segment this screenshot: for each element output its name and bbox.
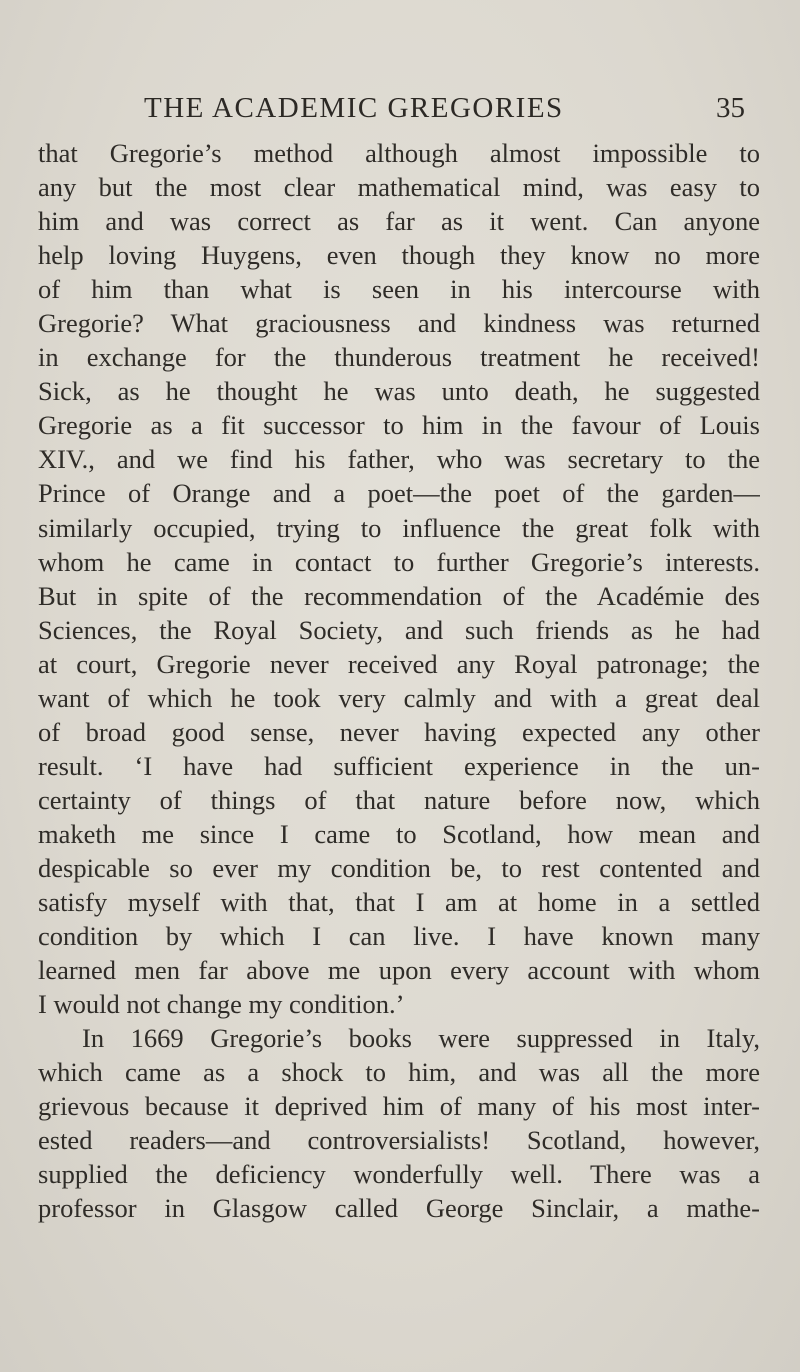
text-line: which came as a shock to him, and was all the more	[38, 1057, 760, 1088]
text-line: at court, Gregorie never received any Royal patronage; the	[38, 648, 760, 679]
text-line: Sick, as he thought he was unto death, he suggested	[38, 376, 760, 407]
text-line: any but the most clear mathematical mind, was easy to	[38, 172, 760, 203]
text-line: XIV., and we find his father, who was secretary to the	[38, 444, 760, 475]
text-line: grievous because it deprived him of many of his most inter-	[38, 1091, 760, 1122]
text-line: that Gregorie’s method although almost impossible to	[38, 138, 760, 168]
text-line: want of which he took very calmly and with a great deal	[38, 682, 760, 713]
text-line: of him than what is seen in his intercourse with	[38, 274, 760, 305]
text-line: But in spite of the recommendation of the Académie des	[38, 580, 760, 611]
page-number: 35	[716, 92, 745, 124]
text-line: maketh me since I came to Scotland, how mean and	[38, 818, 760, 849]
text-line: whom he came in contact to further Gregorie’s interests.	[38, 546, 760, 577]
running-head: THE ACADEMIC GREGORIES	[144, 92, 564, 124]
text-line: condition by which I can live. I have known many	[38, 921, 760, 952]
body-text	[38, 136, 760, 1226]
text-line: Gregorie? What graciousness and kindness was returned	[38, 308, 760, 339]
text-line: him and was correct as far as it went. Can anyone	[38, 206, 760, 237]
text-line: Sciences, the Royal Society, and such friends as he had	[38, 614, 760, 645]
text-line: despicable so ever my condition be, to rest contented and	[38, 852, 760, 883]
text-line: I would not change my condition.’	[38, 989, 405, 1020]
text-line: satisfy myself with that, that I am at home in a settled	[38, 887, 760, 918]
text-line: of broad good sense, never having expected any other	[38, 716, 760, 747]
text-line: supplied the deficiency wonderfully well. There was a	[38, 1159, 760, 1190]
text-line: Prince of Orange and a poet—the poet of the garden—	[38, 478, 760, 509]
text-line: in exchange for the thunderous treatment he received!	[38, 342, 760, 373]
text-line: similarly occupied, trying to influence the great folk with	[38, 512, 760, 543]
text-line: ested readers—and controversialists! Scotland, however,	[38, 1125, 760, 1156]
text-line: learned men far above me upon every account with whom	[38, 955, 760, 986]
text-line: professor in Glasgow called George Sinclair, a mathe-	[38, 1193, 760, 1224]
text-line: help loving Huygens, even though they know no more	[38, 240, 760, 271]
text-line: result. ‘I have had sufficient experience in the un-	[38, 750, 760, 781]
text-line: In 1669 Gregorie’s books were suppressed in Italy,	[82, 1023, 760, 1054]
text-line: Gregorie as a fit successor to him in the favour of Louis	[38, 410, 760, 441]
text-line: certainty of things of that nature before now, which	[38, 784, 760, 815]
